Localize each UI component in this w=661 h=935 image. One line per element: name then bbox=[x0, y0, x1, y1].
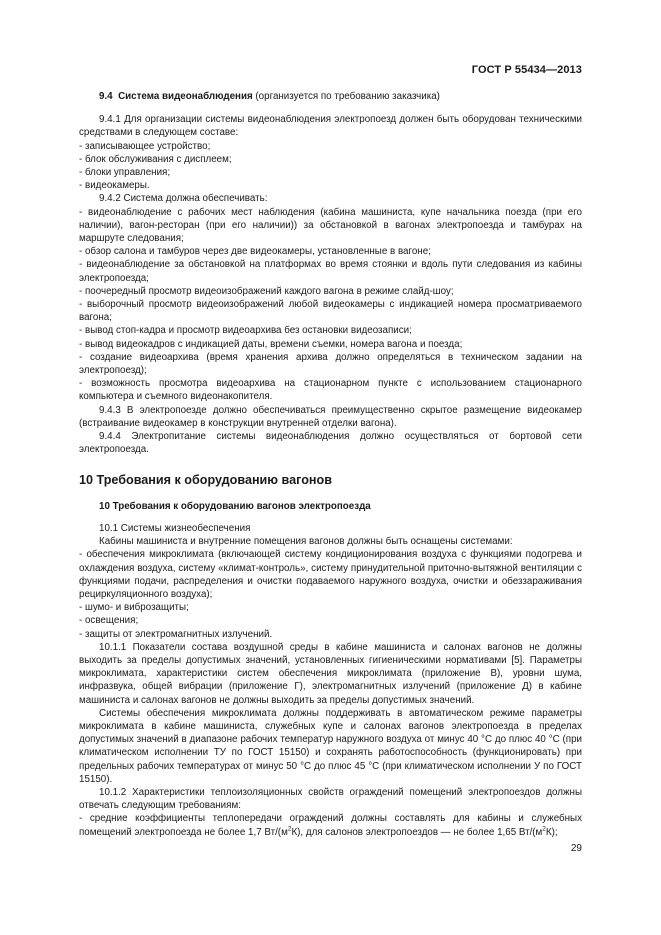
paragraph-10-1-1: 10.1.1 Показатели состава воздушной среды в кабине машиниста и салонах вагонов не должны выходить за пределы допустимых значений, установленных гигиеническими нормативами [5]. Параметры микроклимата, характеристики систем обеспечения микроклимата (приложение В), уровни шума, инфразвука, общей вибрации (приложение Г), электромагнитных излучений (приложение Д) в кабине машиниста и салонах вагонов не должны выходить за пределы допустимых значений. bbox=[79, 641, 582, 706]
section-note: (организуется по требованию заказчика) bbox=[255, 91, 440, 102]
list-item: - выборочный просмотр видеоизображений любой видеокамеры с индикацией номера просматриваемого вагона; bbox=[79, 299, 582, 324]
paragraph-10-1: 10.1 Системы жизнеобеспечения bbox=[99, 522, 251, 534]
paragraph-microclimate: Системы обеспечения микроклимата должны поддерживать в автоматическом режиме параметры микроклимата в кабине машиниста, служебных купе и салонах вагонов электропоезда в пределах допустимых значений в диапазоне рабочих температур наружного воздуха от минус 40 °С до плюс 40 °С (при климатическом исполнении ТУ по ГОСТ 15150) и сохранять работоспособность (функционировать) при предельных рабочих температурах от минус 50 °С до плюс 45 °С (при климатическом исполнении У по ГОСТ 15150). bbox=[79, 707, 582, 785]
chapter-10-subtitle: 10 Требования к оборудованию вагонов электропоезда bbox=[99, 500, 371, 512]
list-item: - блоки управления; bbox=[79, 167, 171, 179]
list-item: - вывод видеокадров с индикацией даты, времени съемки, номера вагона и поезда; bbox=[79, 338, 463, 350]
list-item: - поочередный просмотр видеоизображений каждого вагона в режиме слайд-шоу; bbox=[79, 285, 454, 297]
list-item: - обеспечения микроклимата (включающей систему кондиционирования воздуха с функциями подогрева и охлаждения воздуха, систему «климат-контроль», систему принудительной приточно-вытяжной вентиляции с функциями подачи, распределения и очистки подаваемого наружного воздуха, очистки и обеззараживания рециркуляционного воздуха); bbox=[79, 549, 582, 600]
chapter-10-title: 10 Требования к оборудованию вагонов bbox=[79, 473, 332, 488]
page-content bbox=[79, 90, 582, 839]
document-code: ГОСТ Р 55434—2013 bbox=[471, 64, 582, 76]
list-item: - освещения; bbox=[79, 615, 139, 627]
paragraph-9-4-3: 9.4.3 В электропоезде должно обеспечиваться преимущественно скрытое размещение видеокамер (встраивание видеокамер в конструкции внутренней отделки вагона). bbox=[79, 404, 582, 429]
list-item: - видеокамеры. bbox=[79, 180, 150, 192]
paragraph-intro: Кабины машиниста и внутренние помещения вагонов должны быть оснащены системами: bbox=[99, 536, 513, 548]
paragraph-9-4-1: 9.4.1 Для организации системы видеонаблюдения электропоезд должен быть оборудован техническими средствами в следующем составе: bbox=[79, 114, 582, 139]
page-number: 29 bbox=[570, 843, 582, 854]
list-item: - записывающее устройство; bbox=[79, 140, 211, 152]
paragraph-9-4-2: 9.4.2 Система должна обеспечивать: bbox=[99, 193, 268, 205]
list-item: - блок обслуживания с дисплеем; bbox=[79, 153, 232, 165]
list-item: - возможность просмотра видеоархива на стационарном пункте с использованием стационарного компьютера и съемного видеонакопителя. bbox=[79, 378, 582, 403]
section-number: 9.4 bbox=[99, 91, 113, 102]
list-item: - видеонаблюдение за обстановкой на платформах во время стоянки и вдоль пути следования из кабины электропоезда; bbox=[79, 259, 582, 284]
paragraph-10-1-2: 10.1.2 Характеристики теплоизоляционных свойств ограждений помещений электропоездов должны отвечать следующим требованиям: bbox=[79, 786, 582, 812]
list-item-heat-transfer: - средние коэффициенты теплопередачи ограждений должны составлять для кабины и служебных помещений электропоезда не более 1,7 $Вт/(м^2К)$, для салонов электропоездов — не более 1,65 $Вт/(м^2К)$; bbox=[79, 813, 582, 838]
list-item: - видеонаблюдение с рабочих мест наблюдения (кабина машиниста, купе начальника поезда (при его наличии), вагон-ресторан (при его наличии)) за обстановкой в вагонах электропоезда и тамбурах на маршруте следования; bbox=[79, 206, 582, 245]
list-item: - создание видеоархива (время хранения архива должно определяться в техническом задании на электропоезд); bbox=[79, 351, 582, 377]
list-item: - обзор салона и тамбуров через две видеокамеры, установленные в вагоне; bbox=[79, 246, 431, 258]
section-title: Система видеонаблюдения bbox=[118, 91, 253, 102]
list-item: - защиты от электромагнитных излучений. bbox=[79, 628, 273, 640]
section-9-4-heading bbox=[79, 90, 582, 103]
list-item: - шумо- и виброзащиты; bbox=[79, 602, 189, 614]
paragraph-9-4-4: 9.4.4 Электропитание системы видеонаблюдения должно осуществляться от бортовой сети электропоезда. bbox=[79, 431, 582, 456]
list-item: - вывод стоп-кадра и просмотр видеоархива без остановки видеозаписи; bbox=[79, 325, 412, 337]
